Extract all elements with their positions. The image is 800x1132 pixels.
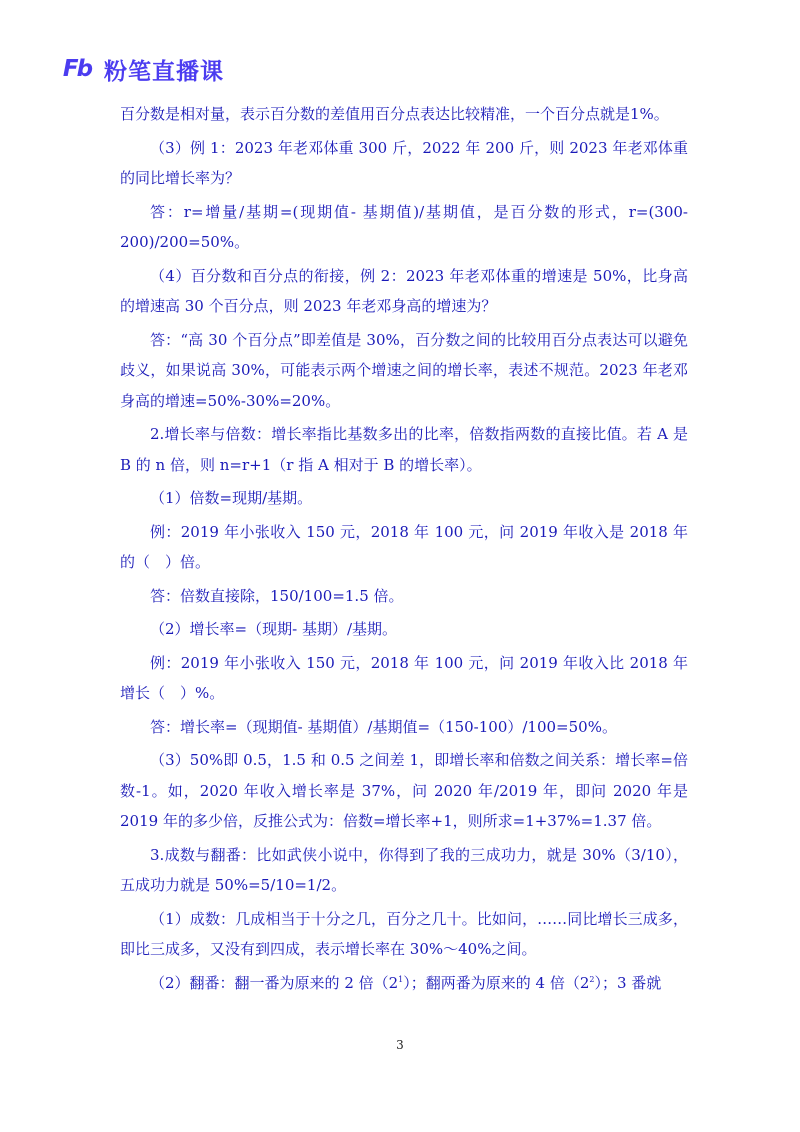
superscript: 1 [398, 974, 404, 984]
paragraph: （2）增长率=（现期- 基期）/基期。 [150, 620, 398, 638]
page-number: 3 [396, 1038, 404, 1052]
fenbi-logo-icon: Fb [62, 56, 92, 82]
text-run: （2）翻番：翻一番为原来的 2 倍（2 [150, 973, 399, 992]
paragraph-last [120, 968, 688, 999]
paragraph: （1）成数：几成相当于十分之几，百分之几十。比如问，……同比增长三成多，即比三成多，又没有到四成，表示增长率在 30%～40%之间。 [120, 909, 688, 958]
paragraph: 答：倍数直接除，150/100=1.5 倍。 [150, 586, 404, 605]
paragraph: 百分数是相对量，表示百分数的差值用百分点表达比较精准，一个百分点就是1%。 [120, 105, 669, 123]
text-run: ）；3 番就 [594, 973, 662, 992]
paragraph: 例：2019 年小张收入 150 元，2018 年 100 元，问 2019 年收入是 2018 年的（ ）倍。 [120, 522, 688, 571]
paragraph: 例：2019 年小张收入 150 元，2018 年 100 元，问 2019 年收入比 2018 年增长（ ）%。 [120, 653, 688, 702]
paragraph: （3）50%即 0.5，1.5 和 0.5 之间差 1，即增长率和倍数之间关系：增长率=倍数-1。如，2020 年收入增长率是 37%，问 2020 年/2019 年，即问 2020 年是 2019 年的多少倍，反推公式为：倍数=增长率+1，则所求=1+37%=1.37 倍。 [120, 751, 688, 830]
paragraph: 3.成数与翻番：比如武侠小说中，你得到了我的三成功力，就是 30%（3/10），五成功力就是 50%=5/10=1/2。 [120, 845, 688, 894]
paragraph: （4）百分数和百分点的衔接，例 2：2023 年老邓体重的增速是 50%，比身高的增速高 30 个百分点，则 2023 年老邓身高的增速为？ [120, 266, 688, 315]
paragraph: 答：增长率=（现期值- 基期值）/基期值=（150-100）/100=50%。 [150, 717, 617, 736]
brand-name: 粉笔直播课 [104, 58, 224, 85]
paragraph: 答：“高 30 个百分点”即差值是 30%，百分数之间的比较用百分点表达可以避免歧义，如果说高 30%，可能表示两个增速之间的增长率，表述不规范。2023 年老邓身高的增速=50%-30%=20%。 [120, 330, 688, 410]
paragraph: （1）倍数=现期/基期。 [150, 489, 313, 507]
text-run: ）；翻两番为原来的 4 倍（2 [403, 973, 590, 992]
document-body [120, 99, 688, 998]
paragraph: （3）例 1：2023 年老邓体重 300 斤，2022 年 200 斤，则 2023 年老邓体重的同比增长率为？ [120, 138, 688, 187]
paragraph: 答：r=增量/基期=(现期值- 基期值)/基期值，是百分数的形式，r=(300-200)/200=50%。 [120, 202, 688, 251]
paragraph: 2.增长率与倍数：增长率指比基数多出的比率，倍数指两数的直接比值。若 A 是 B 的 n 倍，则 n=r+1（r 指 A 相对于 B 的增长率）。 [120, 425, 688, 474]
superscript: 2 [589, 974, 595, 984]
brand-header [58, 52, 224, 86]
